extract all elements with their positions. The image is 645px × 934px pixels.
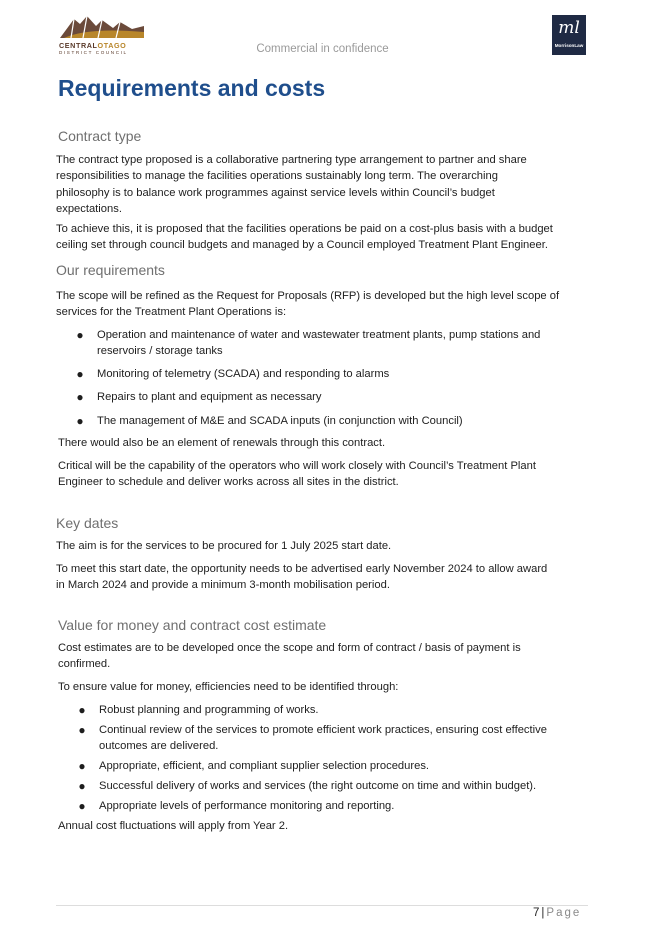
bullet-icon: ● bbox=[76, 390, 84, 404]
bullet-icon: ● bbox=[76, 328, 84, 342]
contract-type-paragraph-2: To achieve this, it is proposed that the facilities operations be paid on a cost-plus basis with a budget ceiling set through council budgets and managed by a Council employed Treatment Plant Engineer. bbox=[56, 223, 553, 252]
bullet-icon: ● bbox=[76, 367, 84, 381]
page-label: Page bbox=[546, 907, 582, 919]
page-title: Requirements and costs bbox=[58, 75, 326, 101]
mountain-logo-icon bbox=[58, 14, 146, 40]
bullet-icon: ● bbox=[78, 723, 86, 737]
value-for-money-heading: Value for money and contract cost estimate bbox=[58, 617, 327, 633]
bullet-icon: ● bbox=[76, 414, 84, 428]
bullet-icon: ● bbox=[78, 799, 86, 813]
bullet-icon: ● bbox=[78, 779, 86, 793]
page-number: 7 bbox=[533, 907, 540, 919]
document-page: CENTRALOTAGO DISTRICT COUNCIL Commercial in confidence ml MorrisonLaw Requirements and costs Contract type The contract type proposed is a collaborative partnering type arrangement to partner and share responsibilities to manage the facilities operations sustainably long term. The overarching philosophy is to balance work programmes against service levels within Council’s budget expectations. To achieve this, it is proposed that the facilities operations be paid on a cost-plus basis with a budget ceiling set through council budgets and managed by a Council employed Treatment Plant Engineer. Our requirements The scope will be refined as the Request for Proposals (RFP) is developed but the high level scope of services for the Treatment Plant Operations is: ● Operation and maintenance of water and wastewater treatment plants, pump stations and reservoirs / storage tanks ● Monitoring of telemetry (SCADA) and responding to alarms ● Repairs to plant and equipment as necessary ● The management of M&E and SCADA inputs (in conjunction with Council) There would also be an element of renewals through this contract. Critical will be the capability of the operators who will work closely with Council’s Treatment Plant Engineer to schedule and deliver works across all sites in the district. Key dates The aim is for the services to be procured for 1 July 2025 start date. To meet this start date, the opportunity needs to be advertised early November 2024 to allow award in March 2024 and provide a minimum 3-month mobilisation period. Value for money and contract cost estimate Cost estimates are to be developed once the scope and form of contract / basis of payment is confirmed. To ensure value for money, efficiencies need to be identified through: ● Robust planning and programming of works. ● Continual review of the services to promote efficient work practices, ensuring cost effective outcomes are delivered. ● Appropriate, efficient, and compliant supplier selection procedures. ● Successful delivery of works and services (the right outcome on time and within budget). ● Appropriate levels of performance monitoring and reporting. Annual cost fluctuations will apply from Year 2. 7 | Page bbox=[0, 0, 645, 934]
council-logo-name: CENTRALOTAGO bbox=[59, 41, 127, 50]
law-firm-logo-name: MorrisonLaw bbox=[554, 43, 584, 48]
page-separator: | bbox=[541, 907, 545, 919]
bullet-icon: ● bbox=[78, 759, 86, 773]
requirements-heading: Our requirements bbox=[56, 262, 165, 278]
bullet-icon: ● bbox=[78, 703, 86, 717]
page-footer bbox=[533, 907, 581, 919]
contract-type-heading: Contract type bbox=[58, 128, 142, 144]
value-paragraph-2: To ensure value for money, efficiencies need to be identified through: bbox=[58, 681, 399, 693]
key-dates-paragraph-1: The aim is for the services to be procured for 1 July 2025 start date. bbox=[56, 540, 392, 552]
requirements-intro: The scope will be refined as the Request for Proposals (RFP) is developed but the high level scope of services for the Treatment Plant Operations is: bbox=[56, 290, 560, 319]
contract-type-paragraph-1: The contract type proposed is a collaborative partnering type arrangement to partner and share responsibilities to manage the facilities operations sustainably long term. The overarching philosophy is to balance work programmes against service levels within Council’s budget expectations. bbox=[56, 154, 527, 216]
critical-paragraph: Critical will be the capability of the operators who will work closely with Council’s Treatment Plant Engineer to schedule and deliver works across all sites in the district. bbox=[58, 460, 536, 489]
key-dates-paragraph-2: To meet this start date, the opportunity needs to be advertised early November 2024 to allow award in March 2024 and provide a minimum 3-month mobilisation period. bbox=[56, 563, 548, 592]
key-dates-heading: Key dates bbox=[56, 515, 119, 531]
confidentiality-note: Commercial in confidence bbox=[256, 43, 389, 55]
law-firm-logo bbox=[552, 15, 586, 55]
law-firm-logo-mark: ml bbox=[558, 18, 580, 38]
value-paragraph-1: Cost estimates are to be developed once the scope and form of contract / basis of payment is confirmed. bbox=[58, 642, 521, 671]
renewals-paragraph: There would also be an element of renewals through this contract. bbox=[58, 437, 386, 449]
cost-fluctuations-paragraph: Annual cost fluctuations will apply from Year 2. bbox=[58, 820, 289, 832]
footer-divider bbox=[56, 905, 588, 906]
council-logo-subtitle: DISTRICT COUNCIL bbox=[59, 50, 128, 55]
